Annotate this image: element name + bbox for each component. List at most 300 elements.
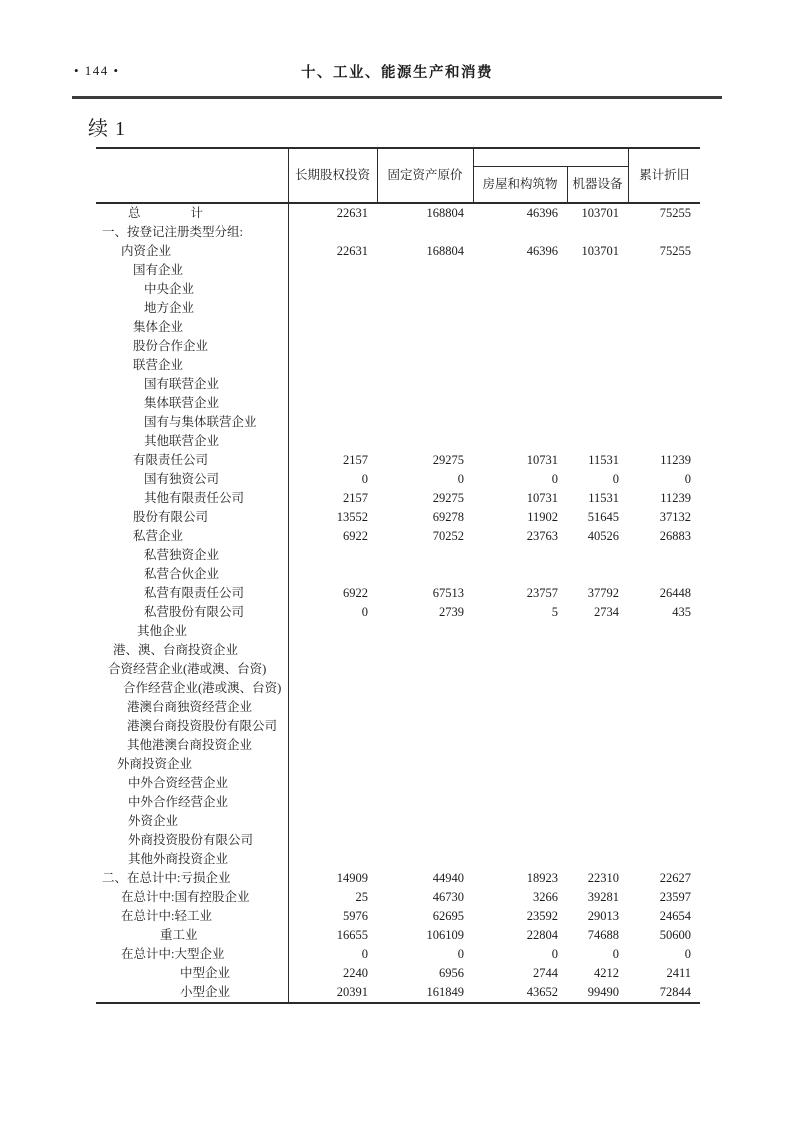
table-row: [96, 299, 700, 318]
table-row: [96, 888, 700, 907]
cell-value: 10731: [526, 453, 558, 467]
cell-value: 2157: [343, 491, 368, 505]
cell-value: 67513: [432, 586, 464, 600]
row-label: 中央企业: [96, 280, 288, 299]
cell-value: [377, 394, 473, 413]
table-row: [96, 736, 700, 755]
row-label: 其他外商投资企业: [96, 850, 288, 869]
cell-value: [628, 565, 700, 584]
cell-value: [567, 774, 628, 793]
row-label: 内资企业: [96, 242, 288, 261]
cell-value: 11531: [588, 453, 619, 467]
cell-value: [567, 679, 628, 698]
cell-value: 2157: [343, 453, 368, 467]
cell-value: 0: [612, 472, 619, 486]
cell-value: 13552: [336, 510, 368, 524]
table-row: [96, 755, 700, 774]
cell-value: [567, 337, 628, 356]
cell-value: [567, 546, 628, 565]
cell-value: [628, 261, 700, 280]
cell-value: [288, 337, 377, 356]
cell-value: [628, 318, 700, 337]
table-row: [96, 318, 700, 337]
table-row: [96, 280, 700, 299]
cell-value: [288, 812, 377, 831]
cell-value: 0: [551, 947, 558, 961]
cell-value: 75255: [628, 203, 700, 223]
header-group-spacer: [473, 148, 628, 167]
cell-value: 2240: [343, 966, 368, 980]
row-label: 二、在总计中:亏损企业: [96, 869, 288, 888]
cell-value: [473, 850, 567, 869]
cell-value: 0: [684, 947, 691, 961]
row-label: 国有联营企业: [96, 375, 288, 394]
cell-value: [473, 299, 567, 318]
cell-value: [628, 698, 700, 717]
cell-value: 23597: [659, 890, 691, 904]
row-label: 集体联营企业: [96, 394, 288, 413]
cell-value: [473, 432, 567, 451]
continued-label: 续 1: [88, 118, 126, 140]
cell-value: [377, 261, 473, 280]
cell-value: [628, 831, 700, 850]
statistics-table-wrapper: [96, 147, 700, 1004]
cell-value: [288, 679, 377, 698]
cell-value: [288, 394, 377, 413]
table-row: [96, 983, 700, 1003]
table-row: [96, 850, 700, 869]
cell-value: 11531: [588, 491, 619, 505]
cell-value: [377, 356, 473, 375]
row-label: 中型企业: [96, 964, 288, 983]
row-label: 其他企业: [96, 622, 288, 641]
row-label: 股份有限公司: [96, 508, 288, 527]
cell-value: [473, 413, 567, 432]
row-label: 中外合作经营企业: [96, 793, 288, 812]
cell-value: 16655: [336, 928, 368, 942]
cell-value: 0: [361, 605, 368, 619]
col-header-fixed-assets-original: 固定资产原价: [377, 148, 473, 203]
cell-value: 6956: [439, 966, 464, 980]
cell-value: [377, 337, 473, 356]
cell-value: 0: [457, 947, 464, 961]
cell-value: [628, 622, 700, 641]
row-label: 其他有限责任公司: [96, 489, 288, 508]
table-row: [96, 641, 700, 660]
row-label: 地方企业: [96, 299, 288, 318]
row-label: 私营有限责任公司: [96, 584, 288, 603]
cell-value: [377, 717, 473, 736]
cell-value: 6922: [343, 529, 368, 543]
cell-value: 51645: [587, 510, 619, 524]
cell-value: [288, 698, 377, 717]
cell-value: [377, 622, 473, 641]
cell-value: 24654: [659, 909, 691, 923]
table-row: [96, 451, 700, 470]
row-label: 有限责任公司: [96, 451, 288, 470]
table-row: [96, 261, 700, 280]
cell-value: [567, 641, 628, 660]
row-label: 在总计中:大型企业: [96, 945, 288, 964]
cell-value: 2734: [594, 605, 619, 619]
table-row: [96, 375, 700, 394]
cell-value: [473, 717, 567, 736]
cell-value: [288, 660, 377, 679]
cell-value: [628, 546, 700, 565]
cell-value: [567, 717, 628, 736]
cell-value: [567, 812, 628, 831]
cell-value: [473, 812, 567, 831]
cell-value: [473, 774, 567, 793]
cell-value: [288, 318, 377, 337]
table-row: [96, 337, 700, 356]
cell-value: [288, 717, 377, 736]
table-row: [96, 356, 700, 375]
cell-value: [288, 850, 377, 869]
page-number: • 144 •: [74, 63, 120, 78]
cell-value: [628, 375, 700, 394]
cell-value: 25: [355, 890, 368, 904]
cell-value: 50600: [659, 928, 691, 942]
cell-value: [473, 831, 567, 850]
cell-value: [628, 679, 700, 698]
row-label: 港、澳、台商投资企业: [96, 641, 288, 660]
row-label: 港澳台商投资股份有限公司: [96, 717, 288, 736]
cell-value: [377, 755, 473, 774]
cell-value: [473, 223, 567, 242]
cell-value: [628, 660, 700, 679]
cell-value: 74688: [587, 928, 619, 942]
cell-value: [288, 641, 377, 660]
cell-value: 46730: [432, 890, 464, 904]
cell-value: [288, 413, 377, 432]
cell-value: [473, 546, 567, 565]
table-row: [96, 489, 700, 508]
row-label: 其他联营企业: [96, 432, 288, 451]
table-row: [96, 907, 700, 926]
cell-value: [628, 432, 700, 451]
cell-value: 168804: [426, 244, 464, 258]
cell-value: 23763: [526, 529, 558, 543]
cell-value: [473, 280, 567, 299]
cell-value: [377, 812, 473, 831]
cell-value: [473, 622, 567, 641]
cell-value: [628, 736, 700, 755]
cell-value: [288, 774, 377, 793]
cell-value: 2744: [533, 966, 558, 980]
row-label: 私营企业: [96, 527, 288, 546]
cell-value: [567, 413, 628, 432]
row-label: 国有独资公司: [96, 470, 288, 489]
cell-value: 29275: [432, 491, 464, 505]
cell-value: [628, 793, 700, 812]
cell-value: [377, 299, 473, 318]
cell-value: [473, 375, 567, 394]
cell-value: [288, 793, 377, 812]
cell-value: [288, 736, 377, 755]
cell-value: 22310: [587, 871, 619, 885]
cell-value: 0: [551, 472, 558, 486]
cell-value: 72844: [659, 985, 691, 999]
table-row: [96, 812, 700, 831]
cell-value: [377, 774, 473, 793]
cell-value: 23592: [526, 909, 558, 923]
row-label: 合作经营企业(港或澳、台资): [96, 679, 288, 698]
row-label: 私营股份有限公司: [96, 603, 288, 622]
cell-value: 0: [684, 472, 691, 486]
cell-value: [473, 736, 567, 755]
table-row: [96, 869, 700, 888]
table-row: [96, 926, 700, 945]
cell-value: [567, 394, 628, 413]
cell-value: [288, 261, 377, 280]
cell-value: [377, 793, 473, 812]
table-row: [96, 774, 700, 793]
cell-value: [473, 394, 567, 413]
cell-value: [567, 736, 628, 755]
cell-value: 39281: [587, 890, 619, 904]
table-row: [96, 413, 700, 432]
cell-value: [567, 318, 628, 337]
cell-value: 103701: [581, 244, 619, 258]
cell-value: [288, 432, 377, 451]
cell-value: 0: [612, 947, 619, 961]
cell-value: 4212: [594, 966, 619, 980]
cell-value: 20391: [336, 985, 368, 999]
cell-value: [473, 356, 567, 375]
cell-value: [377, 850, 473, 869]
table-row: [96, 603, 700, 622]
cell-value: 103701: [567, 203, 628, 223]
row-label: 小型企业: [96, 983, 288, 1003]
cell-value: 43652: [526, 985, 558, 999]
cell-value: [288, 223, 377, 242]
cell-value: [473, 679, 567, 698]
cell-value: [628, 850, 700, 869]
statistics-table: [96, 147, 700, 1004]
cell-value: [288, 622, 377, 641]
cell-value: [567, 299, 628, 318]
table-row: [96, 546, 700, 565]
table-row: [96, 831, 700, 850]
cell-value: [288, 299, 377, 318]
cell-value: [628, 280, 700, 299]
cell-value: [473, 337, 567, 356]
cell-value: 11239: [660, 491, 691, 505]
table-row: [96, 470, 700, 489]
table-row: [96, 660, 700, 679]
cell-value: [473, 698, 567, 717]
cell-value: [628, 413, 700, 432]
cell-value: 14909: [336, 871, 368, 885]
row-label: 合资经营企业(港或澳、台资): [96, 660, 288, 679]
table-row: [96, 394, 700, 413]
cell-value: [567, 850, 628, 869]
cell-value: 70252: [432, 529, 464, 543]
table-row: [96, 242, 700, 261]
cell-value: 2739: [439, 605, 464, 619]
table-row: [96, 793, 700, 812]
cell-value: [377, 679, 473, 698]
cell-value: [288, 546, 377, 565]
row-label: 外商投资股份有限公司: [96, 831, 288, 850]
chapter-title: 十、工业、能源生产和消费: [301, 65, 493, 81]
cell-value: [628, 641, 700, 660]
cell-value: [377, 280, 473, 299]
row-label: 集体企业: [96, 318, 288, 337]
cell-value: [628, 337, 700, 356]
table-header: [96, 148, 700, 203]
cell-value: 22627: [659, 871, 691, 885]
cell-value: [567, 793, 628, 812]
cell-value: [288, 755, 377, 774]
cell-value: [628, 223, 700, 242]
cell-value: 29013: [587, 909, 619, 923]
header-row-label-spacer: [96, 148, 288, 203]
cell-value: 435: [672, 605, 691, 619]
cell-value: [377, 565, 473, 584]
cell-value: 22631: [288, 203, 377, 223]
cell-value: 10731: [526, 491, 558, 505]
cell-value: [628, 299, 700, 318]
cell-value: 37792: [587, 586, 619, 600]
cell-value: 0: [457, 472, 464, 486]
header-rule: [72, 96, 722, 99]
table-row: [96, 223, 700, 242]
cell-value: [473, 793, 567, 812]
cell-value: [473, 641, 567, 660]
row-label: 联营企业: [96, 356, 288, 375]
cell-value: [288, 356, 377, 375]
table-row: [96, 679, 700, 698]
cell-value: [377, 660, 473, 679]
cell-value: [567, 565, 628, 584]
row-label: 在总计中:国有控股企业: [96, 888, 288, 907]
cell-value: [377, 432, 473, 451]
cell-value: [567, 280, 628, 299]
table-row: [96, 717, 700, 736]
cell-value: 11902: [527, 510, 558, 524]
cell-value: [567, 755, 628, 774]
cell-value: [377, 318, 473, 337]
row-label: 国有企业: [96, 261, 288, 280]
table-row: [96, 964, 700, 983]
cell-value: 3266: [533, 890, 558, 904]
cell-value: [567, 261, 628, 280]
table-row: [96, 698, 700, 717]
cell-value: [377, 641, 473, 660]
row-label: 在总计中:轻工业: [96, 907, 288, 926]
cell-value: [567, 660, 628, 679]
row-label: 总 计: [96, 203, 288, 223]
cell-value: 37132: [659, 510, 691, 524]
table-row: [96, 527, 700, 546]
cell-value: [567, 356, 628, 375]
cell-value: 2411: [666, 966, 691, 980]
cell-value: [473, 660, 567, 679]
cell-value: [628, 717, 700, 736]
cell-value: 69278: [432, 510, 464, 524]
row-label: 外资企业: [96, 812, 288, 831]
col-header-buildings: 房屋和构筑物: [473, 167, 567, 204]
row-label: 中外合资经营企业: [96, 774, 288, 793]
cell-value: [377, 831, 473, 850]
row-label: 其他港澳台商投资企业: [96, 736, 288, 755]
row-label: 私营独资企业: [96, 546, 288, 565]
cell-value: 168804: [377, 203, 473, 223]
cell-value: [377, 736, 473, 755]
cell-value: 40526: [587, 529, 619, 543]
cell-value: [567, 375, 628, 394]
cell-value: [473, 318, 567, 337]
row-label: 港澳台商独资经营企业: [96, 698, 288, 717]
cell-value: 26448: [659, 586, 691, 600]
cell-value: 6922: [343, 586, 368, 600]
cell-value: 44940: [432, 871, 464, 885]
cell-value: [628, 394, 700, 413]
cell-value: [473, 261, 567, 280]
cell-value: [628, 356, 700, 375]
cell-value: [628, 755, 700, 774]
cell-value: [567, 223, 628, 242]
cell-value: 18923: [526, 871, 558, 885]
cell-value: [377, 546, 473, 565]
cell-value: 5976: [343, 909, 368, 923]
cell-value: [473, 565, 567, 584]
cell-value: 29275: [432, 453, 464, 467]
row-label: 外商投资企业: [96, 755, 288, 774]
cell-value: 46396: [526, 244, 558, 258]
table-row: [96, 584, 700, 603]
row-label: 重工业: [96, 926, 288, 945]
row-label: 私营合伙企业: [96, 565, 288, 584]
cell-value: [288, 280, 377, 299]
cell-value: [567, 622, 628, 641]
row-label: 国有与集体联营企业: [96, 413, 288, 432]
col-header-long-term-equity: 长期股权投资: [288, 148, 377, 203]
table-row: [96, 432, 700, 451]
cell-value: 0: [361, 472, 368, 486]
cell-value: 26883: [659, 529, 691, 543]
cell-value: 0: [361, 947, 368, 961]
cell-value: [567, 698, 628, 717]
col-header-machinery: 机器设备: [567, 167, 628, 204]
table-row: [96, 945, 700, 964]
table-row: [96, 508, 700, 527]
cell-value: 75255: [659, 244, 691, 258]
cell-value: 23757: [526, 586, 558, 600]
row-label: 一、按登记注册类型分组:: [96, 223, 288, 242]
table-row: [96, 203, 700, 223]
cell-value: [377, 413, 473, 432]
cell-value: [567, 831, 628, 850]
col-header-accumulated-depreciation: 累计折旧: [628, 148, 700, 203]
table-row: [96, 565, 700, 584]
cell-value: [567, 432, 628, 451]
cell-value: 5: [551, 605, 558, 619]
cell-value: [377, 375, 473, 394]
cell-value: 106109: [426, 928, 464, 942]
cell-value: [628, 812, 700, 831]
cell-value: 22804: [526, 928, 558, 942]
cell-value: 22631: [336, 244, 368, 258]
cell-value: [288, 831, 377, 850]
cell-value: 161849: [426, 985, 464, 999]
table-body: [96, 203, 700, 1003]
table-row: [96, 622, 700, 641]
cell-value: 99490: [587, 985, 619, 999]
row-label: 股份合作企业: [96, 337, 288, 356]
